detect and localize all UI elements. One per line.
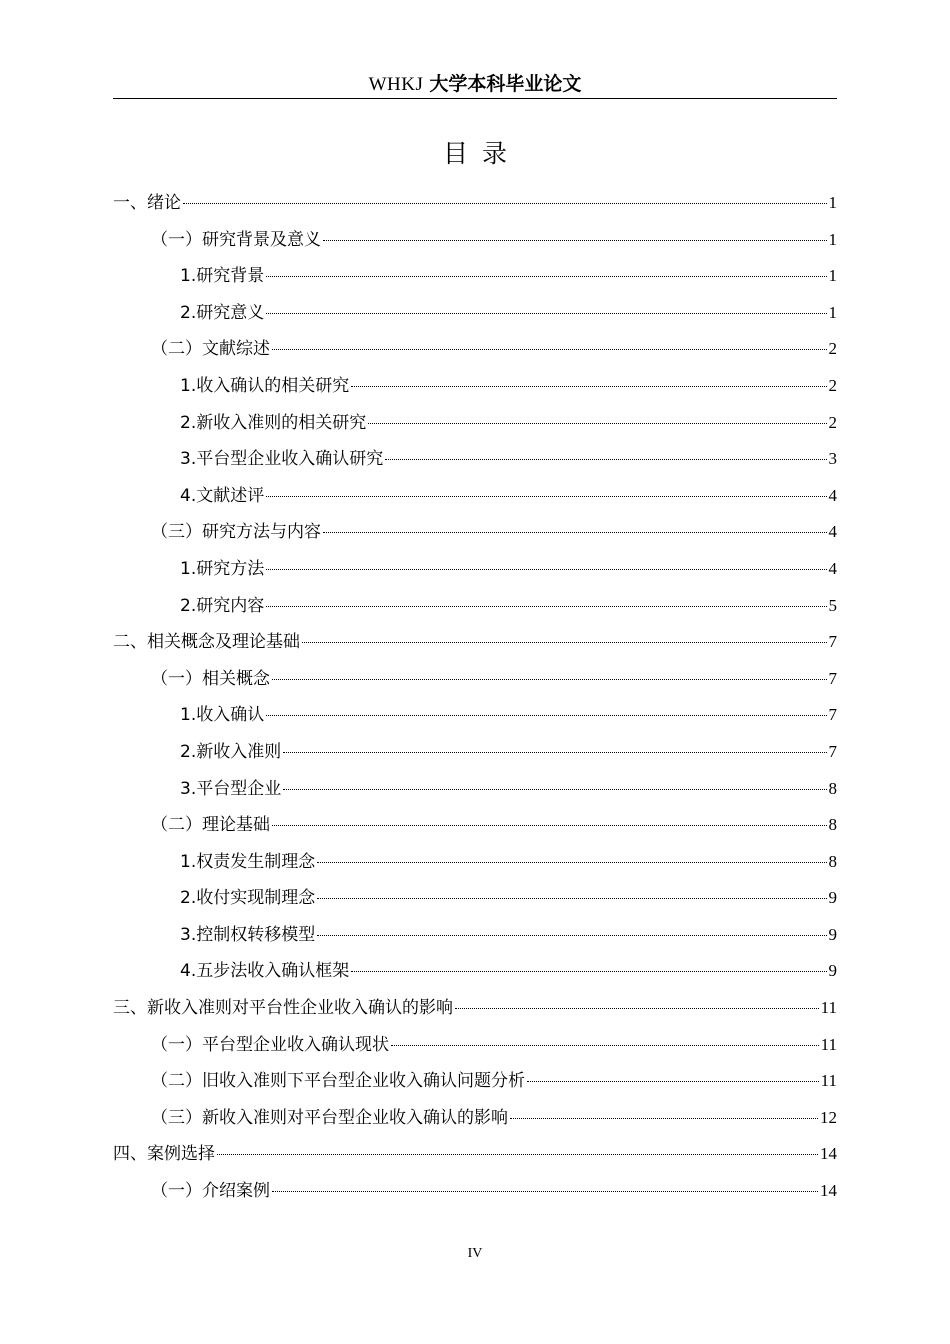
toc-entry[interactable]: [113, 734, 837, 771]
toc-entry-label: 1.研究方法: [180, 558, 265, 579]
toc-entry-label: 二、相关概念及理论基础: [113, 632, 300, 653]
toc-entry[interactable]: [113, 331, 837, 368]
toc-entry-page: 14: [820, 1181, 837, 1201]
toc-entry[interactable]: [113, 295, 837, 332]
dot-leader: [272, 349, 827, 350]
toc-entry[interactable]: [113, 1063, 837, 1100]
toc-entry-page: 11: [820, 1034, 837, 1054]
dot-leader: [527, 1081, 819, 1082]
toc-entry-label: 3.平台型企业收入确认研究: [180, 449, 384, 470]
dot-leader: [283, 789, 826, 790]
toc-entry-page: 7: [828, 741, 837, 761]
toc-entry[interactable]: [113, 661, 837, 698]
dot-leader: [455, 1008, 819, 1009]
toc-entry[interactable]: [113, 844, 837, 881]
toc-entry[interactable]: [113, 368, 837, 405]
toc-entry[interactable]: [113, 478, 837, 515]
toc-entry-page: 1: [828, 302, 837, 322]
toc-entry-label: 4.文献述评: [180, 485, 265, 506]
toc-entry-label: 3.控制权转移模型: [180, 924, 316, 945]
page-number: IV: [467, 1246, 483, 1261]
toc-entry-label: （二）旧收入准则下平台型企业收入确认问题分析: [151, 1071, 525, 1092]
toc-entry-label: 2.新收入准则: [180, 741, 282, 762]
dot-leader: [266, 313, 826, 314]
toc-entry-page: 14: [820, 1144, 837, 1164]
dot-leader: [323, 240, 827, 241]
table-of-contents: [113, 185, 837, 1210]
dot-leader: [266, 496, 826, 497]
toc-entry[interactable]: [113, 771, 837, 808]
toc-entry-page: 2: [828, 412, 837, 432]
dot-leader: [272, 679, 827, 680]
toc-entry-page: 9: [828, 961, 837, 981]
toc-entry[interactable]: [113, 807, 837, 844]
toc-entry[interactable]: [113, 697, 837, 734]
header-title: 大学本科毕业论文: [429, 73, 582, 95]
dot-leader: [266, 276, 826, 277]
toc-entry-label: 2.收付实现制理念: [180, 888, 316, 909]
toc-entry-page: 7: [828, 632, 837, 652]
toc-entry-page: 2: [828, 339, 837, 359]
toc-entry-label: （二）理论基础: [151, 815, 270, 836]
toc-entry-label: 三、新收入准则对平台性企业收入确认的影响: [113, 998, 453, 1019]
dot-leader: [272, 1191, 818, 1192]
dot-leader: [351, 971, 826, 972]
dot-leader: [302, 642, 827, 643]
toc-entry[interactable]: [113, 624, 837, 661]
dot-leader: [351, 386, 826, 387]
toc-entry[interactable]: [113, 185, 837, 222]
toc-entry-page: 9: [828, 924, 837, 944]
dot-leader: [283, 752, 826, 753]
toc-entry-label: 一、绪论: [113, 193, 181, 213]
toc-entry-label: 4.五步法收入确认框架: [180, 961, 350, 982]
dot-leader: [510, 1118, 818, 1119]
toc-entry-page: 11: [820, 1071, 837, 1091]
dot-leader: [266, 715, 826, 716]
toc-entry-page: 8: [828, 778, 837, 798]
toc-entry-label: 2.新收入准则的相关研究: [180, 412, 367, 433]
header-school-code: WHKJ: [368, 74, 424, 95]
toc-entry-label: 2.研究意义: [180, 302, 265, 323]
toc-entry-label: 2.研究内容: [180, 595, 265, 616]
toc-entry-label: 1.权责发生制理念: [180, 851, 316, 872]
toc-entry-label: 1.收入确认的相关研究: [180, 375, 350, 396]
toc-entry-label: （三）新收入准则对平台型企业收入确认的影响: [151, 1107, 508, 1128]
toc-entry-label: 四、案例选择: [113, 1144, 215, 1165]
toc-entry-page: 8: [828, 815, 837, 835]
toc-entry[interactable]: [113, 953, 837, 990]
dot-leader: [391, 1045, 819, 1046]
toc-entry-page: 7: [828, 668, 837, 688]
toc-entry[interactable]: [113, 441, 837, 478]
toc-entry[interactable]: [113, 1100, 837, 1137]
toc-entry-page: 4: [828, 485, 837, 505]
toc-entry-page: 3: [828, 449, 837, 469]
toc-entry[interactable]: [113, 880, 837, 917]
toc-entry-label: （一）相关概念: [151, 668, 270, 689]
toc-entry[interactable]: [113, 551, 837, 588]
toc-entry-label: （一）平台型企业收入确认现状: [151, 1034, 389, 1055]
toc-entry-page: 4: [828, 522, 837, 542]
dot-leader: [217, 1154, 818, 1155]
toc-entry-label: 1.收入确认: [180, 705, 265, 726]
dot-leader: [183, 203, 827, 204]
toc-entry[interactable]: [113, 917, 837, 954]
toc-entry[interactable]: [113, 514, 837, 551]
toc-entry-label: 3.平台型企业: [180, 778, 282, 799]
toc-entry[interactable]: [113, 222, 837, 259]
dot-leader: [323, 532, 827, 533]
toc-entry-label: （一）研究背景及意义: [151, 229, 321, 250]
toc-entry-page: 5: [828, 595, 837, 615]
dot-leader: [368, 423, 826, 424]
toc-entry[interactable]: [113, 990, 837, 1027]
dot-leader: [266, 569, 826, 570]
toc-entry-label: （三）研究方法与内容: [151, 522, 321, 543]
toc-entry-page: 4: [828, 558, 837, 578]
header-rule: [113, 98, 837, 99]
toc-entry[interactable]: [113, 1027, 837, 1064]
toc-entry-page: 1: [828, 193, 837, 212]
dot-leader: [272, 825, 827, 826]
toc-entry-page: 9: [828, 888, 837, 908]
toc-entry[interactable]: [113, 1136, 837, 1173]
toc-entry-label: （一）介绍案例: [151, 1181, 270, 1202]
toc-entry-page: 11: [820, 998, 837, 1018]
dot-leader: [266, 606, 826, 607]
toc-entry[interactable]: [113, 1173, 837, 1210]
dot-leader: [317, 935, 826, 936]
toc-entry-page: 8: [828, 851, 837, 871]
toc-entry-page: 12: [820, 1107, 837, 1127]
toc-entry-label: （二）文献综述: [151, 339, 270, 360]
toc-entry[interactable]: [113, 405, 837, 442]
toc-entry-page: 7: [828, 705, 837, 725]
toc-entry[interactable]: [113, 588, 837, 625]
toc-entry[interactable]: [113, 258, 837, 295]
dot-leader: [385, 459, 826, 460]
toc-entry-page: 2: [828, 375, 837, 395]
dot-leader: [317, 898, 826, 899]
toc-entry-label: 1.研究背景: [180, 266, 265, 287]
toc-title: 目录: [442, 139, 521, 168]
running-header: [113, 70, 837, 98]
toc-entry-page: 1: [828, 266, 837, 286]
toc-entry-page: 1: [828, 229, 837, 249]
dot-leader: [317, 862, 826, 863]
